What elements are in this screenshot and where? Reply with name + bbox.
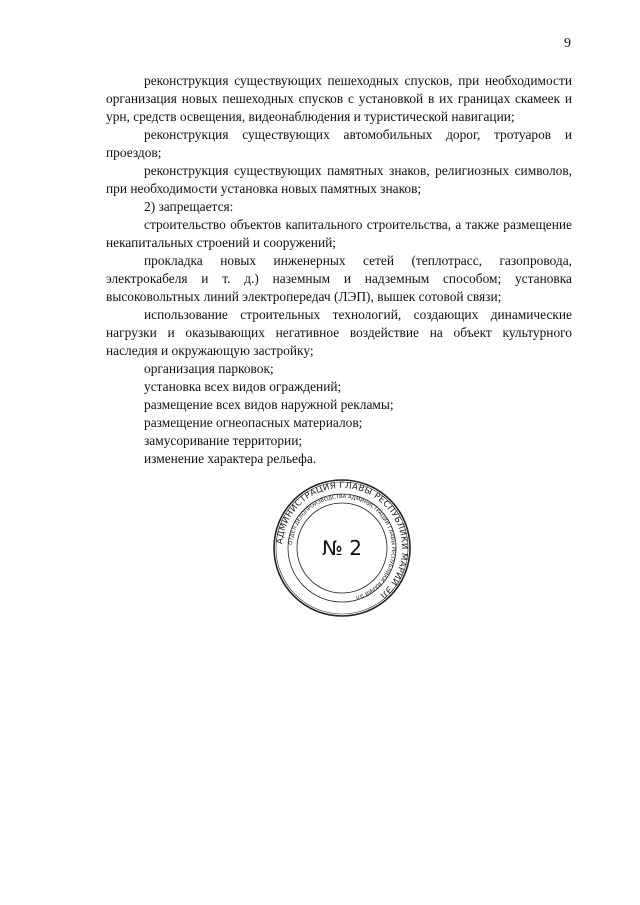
paragraph: изменение характера рельефа. <box>144 451 317 466</box>
paragraph: строительство объектов капитального строительства, а также размещение некапитальных строений и сооружений; <box>106 217 572 250</box>
document-body <box>106 72 572 468</box>
paragraph: 2) запрещается: <box>144 199 234 214</box>
official-seal <box>272 478 412 618</box>
seal-inner-text: ОТДЕЛ ДЕЛОПРОИЗВОДСТВА АДМИНИСТРАЦИИ ГЛАВЫ РЕСПУБЛИКИ МАРИЙ ЭЛ <box>288 493 397 600</box>
paragraph: прокладка новых инженерных сетей (теплотрасс, газопровода, электрокабеля и т. д.) наземным и надземным способом; установка высоковольтных линий электропередач (ЛЭП), вышек сотовой связи; <box>106 253 572 304</box>
paragraph: реконструкция существующих памятных знаков, религиозных символов, при необходимости установка новых памятных знаков; <box>106 163 572 196</box>
paragraph: использование строительных технологий, создающих динамические нагрузки и оказывающих негативное воздействие на объект культурного наследия и окружающую застройку; <box>106 307 572 358</box>
paragraph: размещение всех видов наружной рекламы; <box>144 397 394 412</box>
page-number: 9 <box>564 36 571 51</box>
seal-outer-text: АДМИНИСТРАЦИЯ ГЛАВЫ РЕСПУБЛИКИ МАРИЙ ЭЛ <box>275 480 410 601</box>
paragraph: реконструкция существующих пешеходных спусков, при необходимости организация новых пешеходных спусков с установкой в их границах скамеек и урн, средств освещения, видеонаблюдения и туристической навигации; <box>106 73 572 124</box>
seal-number: № 2 <box>322 536 362 560</box>
paragraph: организация парковок; <box>144 361 274 376</box>
paragraph: реконструкция существующих автомобильных дорог, тротуаров и проездов; <box>106 127 572 160</box>
paragraph: размещение огнеопасных материалов; <box>144 415 363 430</box>
paragraph: установка всех видов ограждений; <box>144 379 342 394</box>
paragraph: замусоривание территории; <box>144 433 303 448</box>
